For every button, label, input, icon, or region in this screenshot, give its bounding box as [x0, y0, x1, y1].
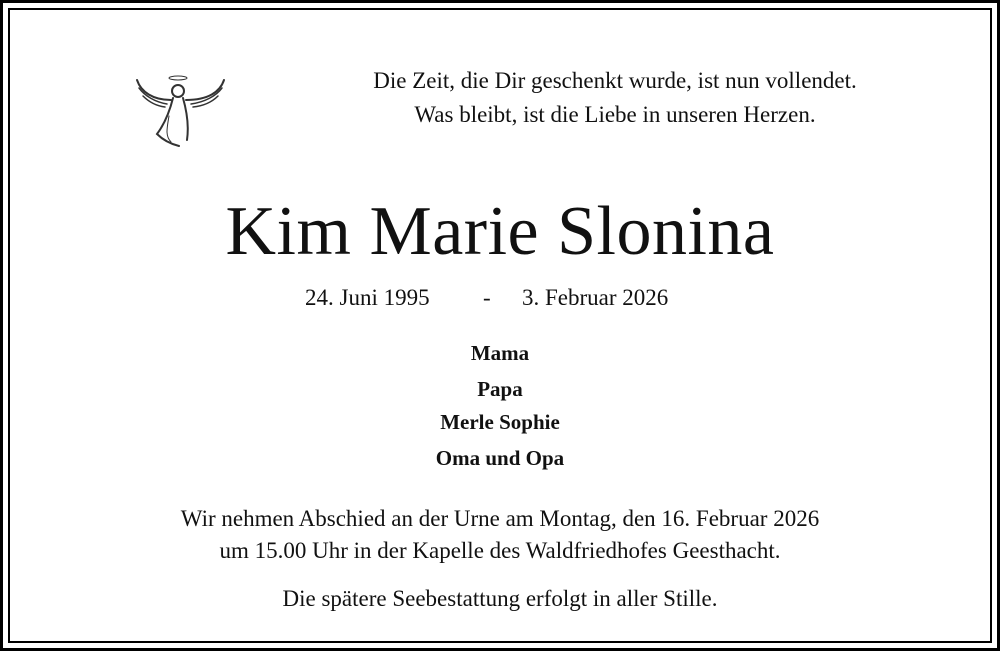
- quote-line-1: Die Zeit, die Dir geschenkt wurde, ist nun vollendet.: [373, 68, 857, 93]
- birth-date: 24. Juni 1995: [305, 285, 430, 310]
- deceased-name: Kim Marie Slonina: [225, 193, 775, 270]
- angel-icon: [133, 74, 231, 154]
- mourner: Merle Sophie: [440, 410, 560, 434]
- death-date: 3. Februar 2026: [522, 285, 669, 310]
- date-separator: -: [483, 285, 491, 310]
- notice-line-2: um 15.00 Uhr in der Kapelle des Waldfriedhofes Geesthacht.: [219, 538, 781, 563]
- quote-line-2: Was bleibt, ist die Liebe in unseren Herzen.: [414, 102, 816, 127]
- notice-line-1: Wir nehmen Abschied an der Urne am Montag, den 16. Februar 2026: [180, 506, 820, 531]
- mourner: Papa: [477, 377, 523, 401]
- mourner: Mama: [470, 341, 530, 365]
- mourner: Oma und Opa: [435, 446, 565, 470]
- notice-line-3: Die spätere Seebestattung erfolgt in aller Stille.: [282, 586, 718, 611]
